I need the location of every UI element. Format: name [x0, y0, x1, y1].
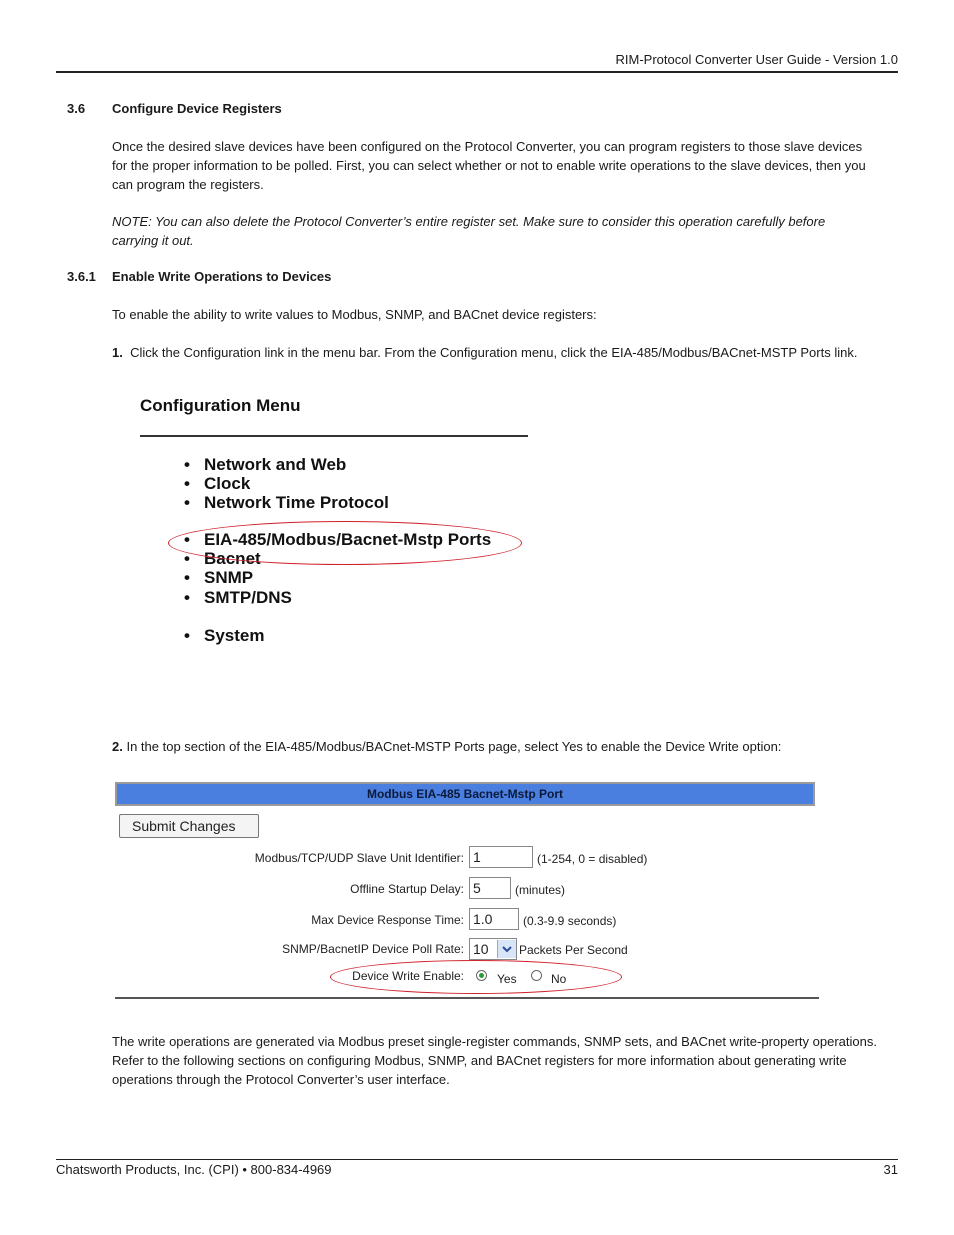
- device-write-enable-label: Device Write Enable:: [352, 969, 464, 983]
- page-number: 31: [883, 1162, 898, 1177]
- write-enable-yes-label: Yes: [497, 972, 517, 986]
- max-response-time-input[interactable]: 1.0: [469, 908, 519, 930]
- step-2: [112, 737, 872, 756]
- config-menu-item-system[interactable]: [184, 626, 264, 645]
- write-enable-no-label: No: [551, 972, 567, 986]
- subsection-title: Enable Write Operations to Devices: [112, 269, 332, 284]
- highlight-ellipse: [330, 960, 622, 994]
- bullet: •: [184, 549, 190, 568]
- footer-company: Chatsworth Products, Inc. (CPI) • 800-834-4969: [56, 1162, 332, 1177]
- poll-rate-label: SNMP/BacnetIP Device Poll Rate:: [282, 942, 464, 956]
- offline-startup-delay-input[interactable]: 5: [469, 877, 511, 899]
- section-note: NOTE: You can also delete the Protocol Converter’s entire register set. Make sure to consider this operation carefully before carrying it out.: [112, 214, 826, 248]
- config-menu-item-label: Network and Web: [204, 455, 347, 474]
- section-title: Configure Device Registers: [112, 101, 282, 116]
- modbus-panel-rule: [115, 997, 819, 999]
- subsection-number: 3.6.1: [67, 269, 96, 284]
- offline-startup-delay-hint: (minutes): [515, 883, 566, 897]
- closing-paragraph: The write operations are generated via Modbus preset single-register commands, SNMP sets, and BACnet write-property operations. Refer to the following sections on configuring Modbus, SNMP, and BACnet registers for more information about generating write operations through the Protocol Converter’s user interface.: [112, 1034, 877, 1087]
- config-menu-item-label: Bacnet: [204, 549, 261, 568]
- slave-unit-id-hint: (1-254, 0 = disabled): [537, 852, 648, 866]
- config-menu-rule: [140, 435, 528, 437]
- bullet: •: [184, 568, 190, 587]
- modbus-panel-title-bar: Modbus EIA-485 Bacnet-Mstp Port: [115, 782, 815, 806]
- highlight-ellipse: [168, 521, 522, 565]
- header-rule: [56, 71, 898, 73]
- slave-unit-id-input[interactable]: 1: [469, 846, 533, 868]
- bullet: •: [184, 455, 190, 474]
- bullet: •: [184, 493, 190, 512]
- section-number: 3.6: [67, 101, 86, 116]
- submit-changes-button[interactable]: Submit Changes: [119, 814, 259, 838]
- config-menu-item-smtp[interactable]: [184, 588, 292, 607]
- config-menu-item-clock[interactable]: [184, 474, 250, 493]
- max-response-time-label: Max Device Response Time:: [311, 913, 464, 927]
- slave-unit-id-label: Modbus/TCP/UDP Slave Unit Identifier:: [254, 851, 464, 865]
- config-menu-item-snmp[interactable]: [184, 568, 253, 587]
- config-menu-item-label: EIA-485/Modbus/Bacnet-Mstp Ports: [204, 530, 492, 549]
- config-menu-item-network-web[interactable]: [184, 455, 346, 474]
- max-response-time-hint: (0.3-9.9 seconds): [523, 914, 617, 928]
- poll-rate-select[interactable]: 10: [469, 938, 517, 960]
- bullet: •: [184, 530, 190, 549]
- step-2-text: In the top section of the EIA-485/Modbus/BACnet-MSTP Ports page, select Yes to enable the Device Write option:: [126, 739, 782, 754]
- config-menu-item-label: System: [204, 626, 265, 645]
- step-2-number: 2.: [112, 739, 123, 754]
- config-menu-title: Configuration Menu: [140, 396, 301, 415]
- bullet: •: [184, 626, 190, 645]
- step-1-text: Click the Configuration link in the menu bar. From the Configuration menu, click the EIA-485/Modbus/BACnet-MSTP Ports link.: [130, 345, 858, 360]
- subsection-intro: To enable the ability to write values to Modbus, SNMP, and BACnet device registers:: [112, 307, 597, 322]
- step-1-number: 1.: [112, 345, 123, 360]
- config-menu-item-label: SNMP: [204, 568, 254, 587]
- footer-rule: [56, 1159, 898, 1160]
- offline-startup-delay-label: Offline Startup Delay:: [350, 882, 464, 896]
- chevron-down-icon[interactable]: [497, 940, 516, 958]
- config-menu-item-label: Network Time Protocol: [204, 493, 389, 512]
- poll-rate-hint: Packets Per Second: [519, 943, 628, 957]
- document-title: RIM-Protocol Converter User Guide - Version 1.0: [615, 52, 898, 67]
- bullet: •: [184, 474, 190, 493]
- config-menu-item-label: SMTP/DNS: [204, 588, 292, 607]
- config-menu-item-ntp[interactable]: [184, 493, 389, 512]
- bullet: •: [184, 588, 190, 607]
- section-intro: Once the desired slave devices have been configured on the Protocol Converter, you can program registers to those slave devices for the proper information to be polled. First, you can select whether or not to enable write operations to the slave devices, then you can program the registers.: [112, 139, 866, 192]
- config-menu-item-label: Clock: [204, 474, 251, 493]
- step-1: [112, 343, 872, 362]
